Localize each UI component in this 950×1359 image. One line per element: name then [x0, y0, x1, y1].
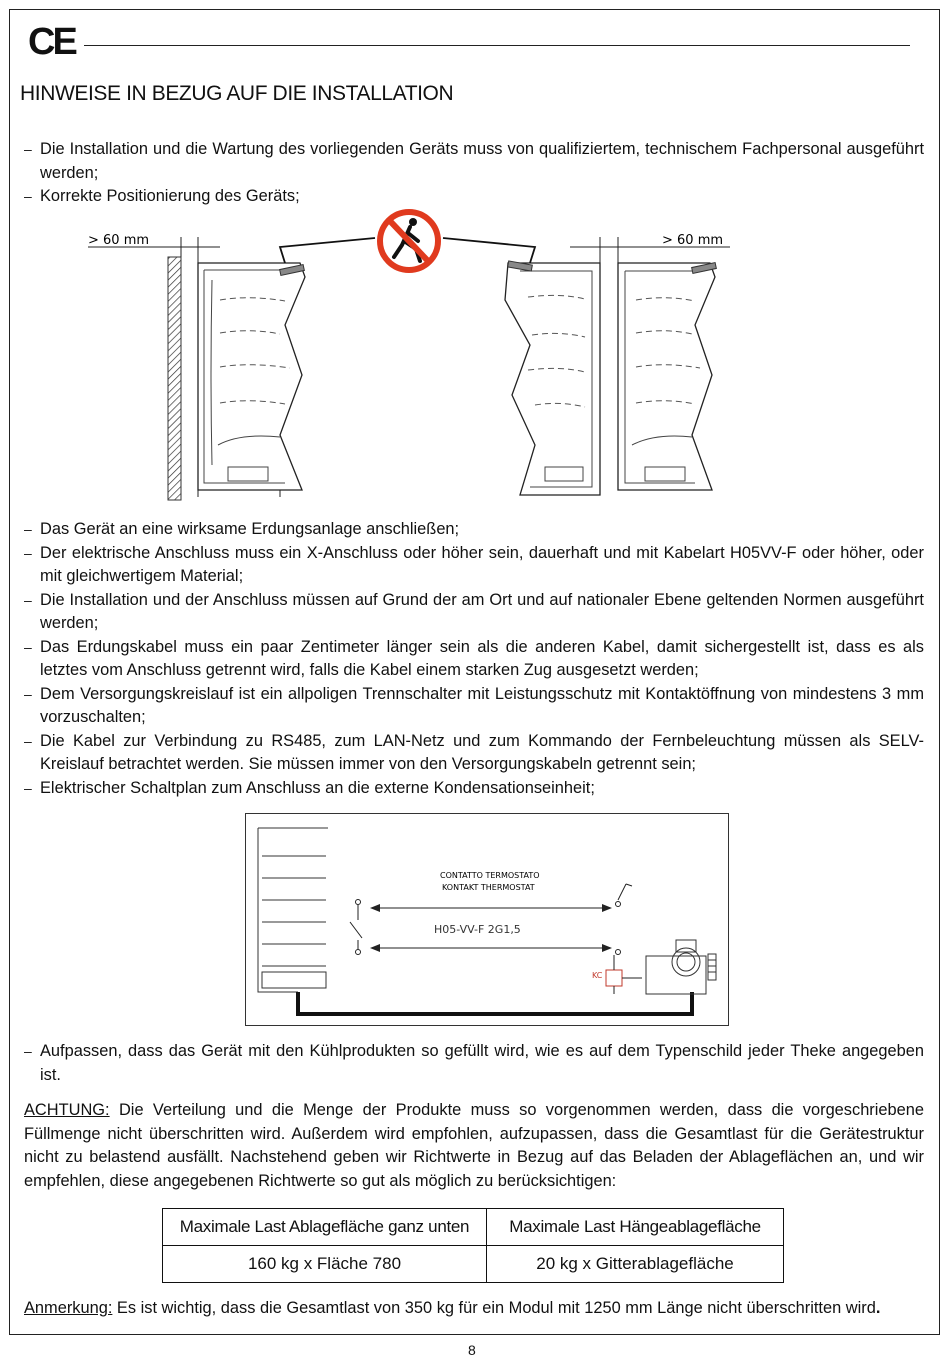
table-header-row	[163, 1209, 784, 1246]
warning-paragraph	[24, 1099, 924, 1193]
load-table	[162, 1208, 784, 1283]
right-distance-label: > 60 mm	[662, 233, 724, 248]
positioning-figure	[80, 205, 750, 505]
left-distance-label: > 60 mm	[88, 233, 150, 248]
remark-end: .	[875, 1299, 881, 1317]
kc-label: KC	[592, 971, 603, 980]
remark-label: Anmerkung:	[24, 1299, 113, 1317]
page-number: 8	[468, 1342, 476, 1358]
table-cell: 160 kg x Fläche 780	[163, 1246, 487, 1283]
intro-list	[24, 138, 924, 209]
wiring-diagram	[245, 813, 729, 1026]
thermostat-label-it: CONTATTO TERMOSTATO	[440, 871, 540, 880]
cable-type-label: H05-VV-F 2G1,5	[434, 923, 521, 936]
list-item: – Die Installation und die Wartung des vorliegenden Geräts muss von qualifiziertem, technischem Fachpersonal ausgeführt werden;	[24, 140, 924, 182]
list-item: – Korrekte Positionierung des Geräts;	[24, 187, 300, 205]
no-entry-sign-icon	[380, 212, 438, 270]
list-item: – Dem Versorgungskreislauf ist ein allpoligen Trennschalter mit Leistungsschutz mit Kontaktöffnung von mindestens 3 mm vorzuschalten;	[24, 684, 924, 726]
list-item: – Der elektrische Anschluss muss ein X-Anschluss oder höher sein, dauerhaft und mit Kabelart H05VV-F oder höher, oder mit gleichwertigem Material;	[24, 543, 924, 585]
ce-mark: CE	[28, 21, 75, 63]
table-header-cell: Maximale Last Hängeablagefläche	[487, 1209, 784, 1246]
header-rule	[84, 45, 910, 46]
table-row	[163, 1246, 784, 1283]
electrical-list	[24, 518, 924, 800]
list-item: – Elektrischer Schaltplan zum Anschluss an die externe Kondensationseinheit;	[24, 778, 595, 797]
remark-paragraph	[24, 1297, 934, 1321]
list-item: – Aufpassen, dass das Gerät mit den Kühlprodukten so gefüllt wird, wie es auf dem Typenschild jeder Theke angegeben ist.	[24, 1042, 924, 1084]
list-item: – Die Installation und der Anschluss müssen auf Grund der am Ort und auf nationaler Ebene geltenden Normen ausgeführt werden;	[24, 590, 924, 632]
list-item: – Das Gerät an eine wirksame Erdungsanlage anschließen;	[24, 520, 460, 538]
thermostat-label-de: KONTAKT THERMOSTAT	[442, 883, 535, 892]
warning-label: ACHTUNG:	[24, 1101, 110, 1119]
warning-text: Die Verteilung und die Menge der Produkte muss so vorgenommen werden, dass die vorgeschriebene Füllmenge nicht überschritten wird. Außerdem wird empfohlen, aufzupassen, dass die Gesamtlast für die Gerätestruktur nicht zu belastend ausfällt. Nachstehend geben wir Richtwerte in Bezug auf das Beladen der Ablageflächen an, und wir empfehlen, diese angegebenen Richtwerte so gut als möglich zu berücksichtigen:	[24, 1101, 924, 1190]
list-item: – Das Erdungskabel muss ein paar Zentimeter länger sein als die anderen Kabel, damit sichergestellt ist, dass es als letztes vom Anschluss getrennt wird, falls die Kabel einem starken Zug ausgesetzt werden;	[24, 637, 924, 679]
page-title: HINWEISE IN BEZUG AUF DIE INSTALLATION	[20, 82, 454, 105]
table-header-cell: Maximale Last Ablagefläche ganz unten	[163, 1209, 487, 1246]
remark-text: Es ist wichtig, dass die Gesamtlast von 350 kg für ein Modul mit 1250 mm Länge nicht überschritten wird	[112, 1299, 876, 1317]
list-item: – Die Kabel zur Verbindung zu RS485, zum LAN-Netz und zum Kommando der Fernbeleuchtung müssen als SELV-Kreislauf betrachtet werden. Sie müssen immer von den Versorgungskabeln getrennt sein;	[24, 731, 924, 773]
fill-note	[24, 1040, 924, 1087]
table-cell: 20 kg x Gitterablagefläche	[487, 1246, 784, 1283]
